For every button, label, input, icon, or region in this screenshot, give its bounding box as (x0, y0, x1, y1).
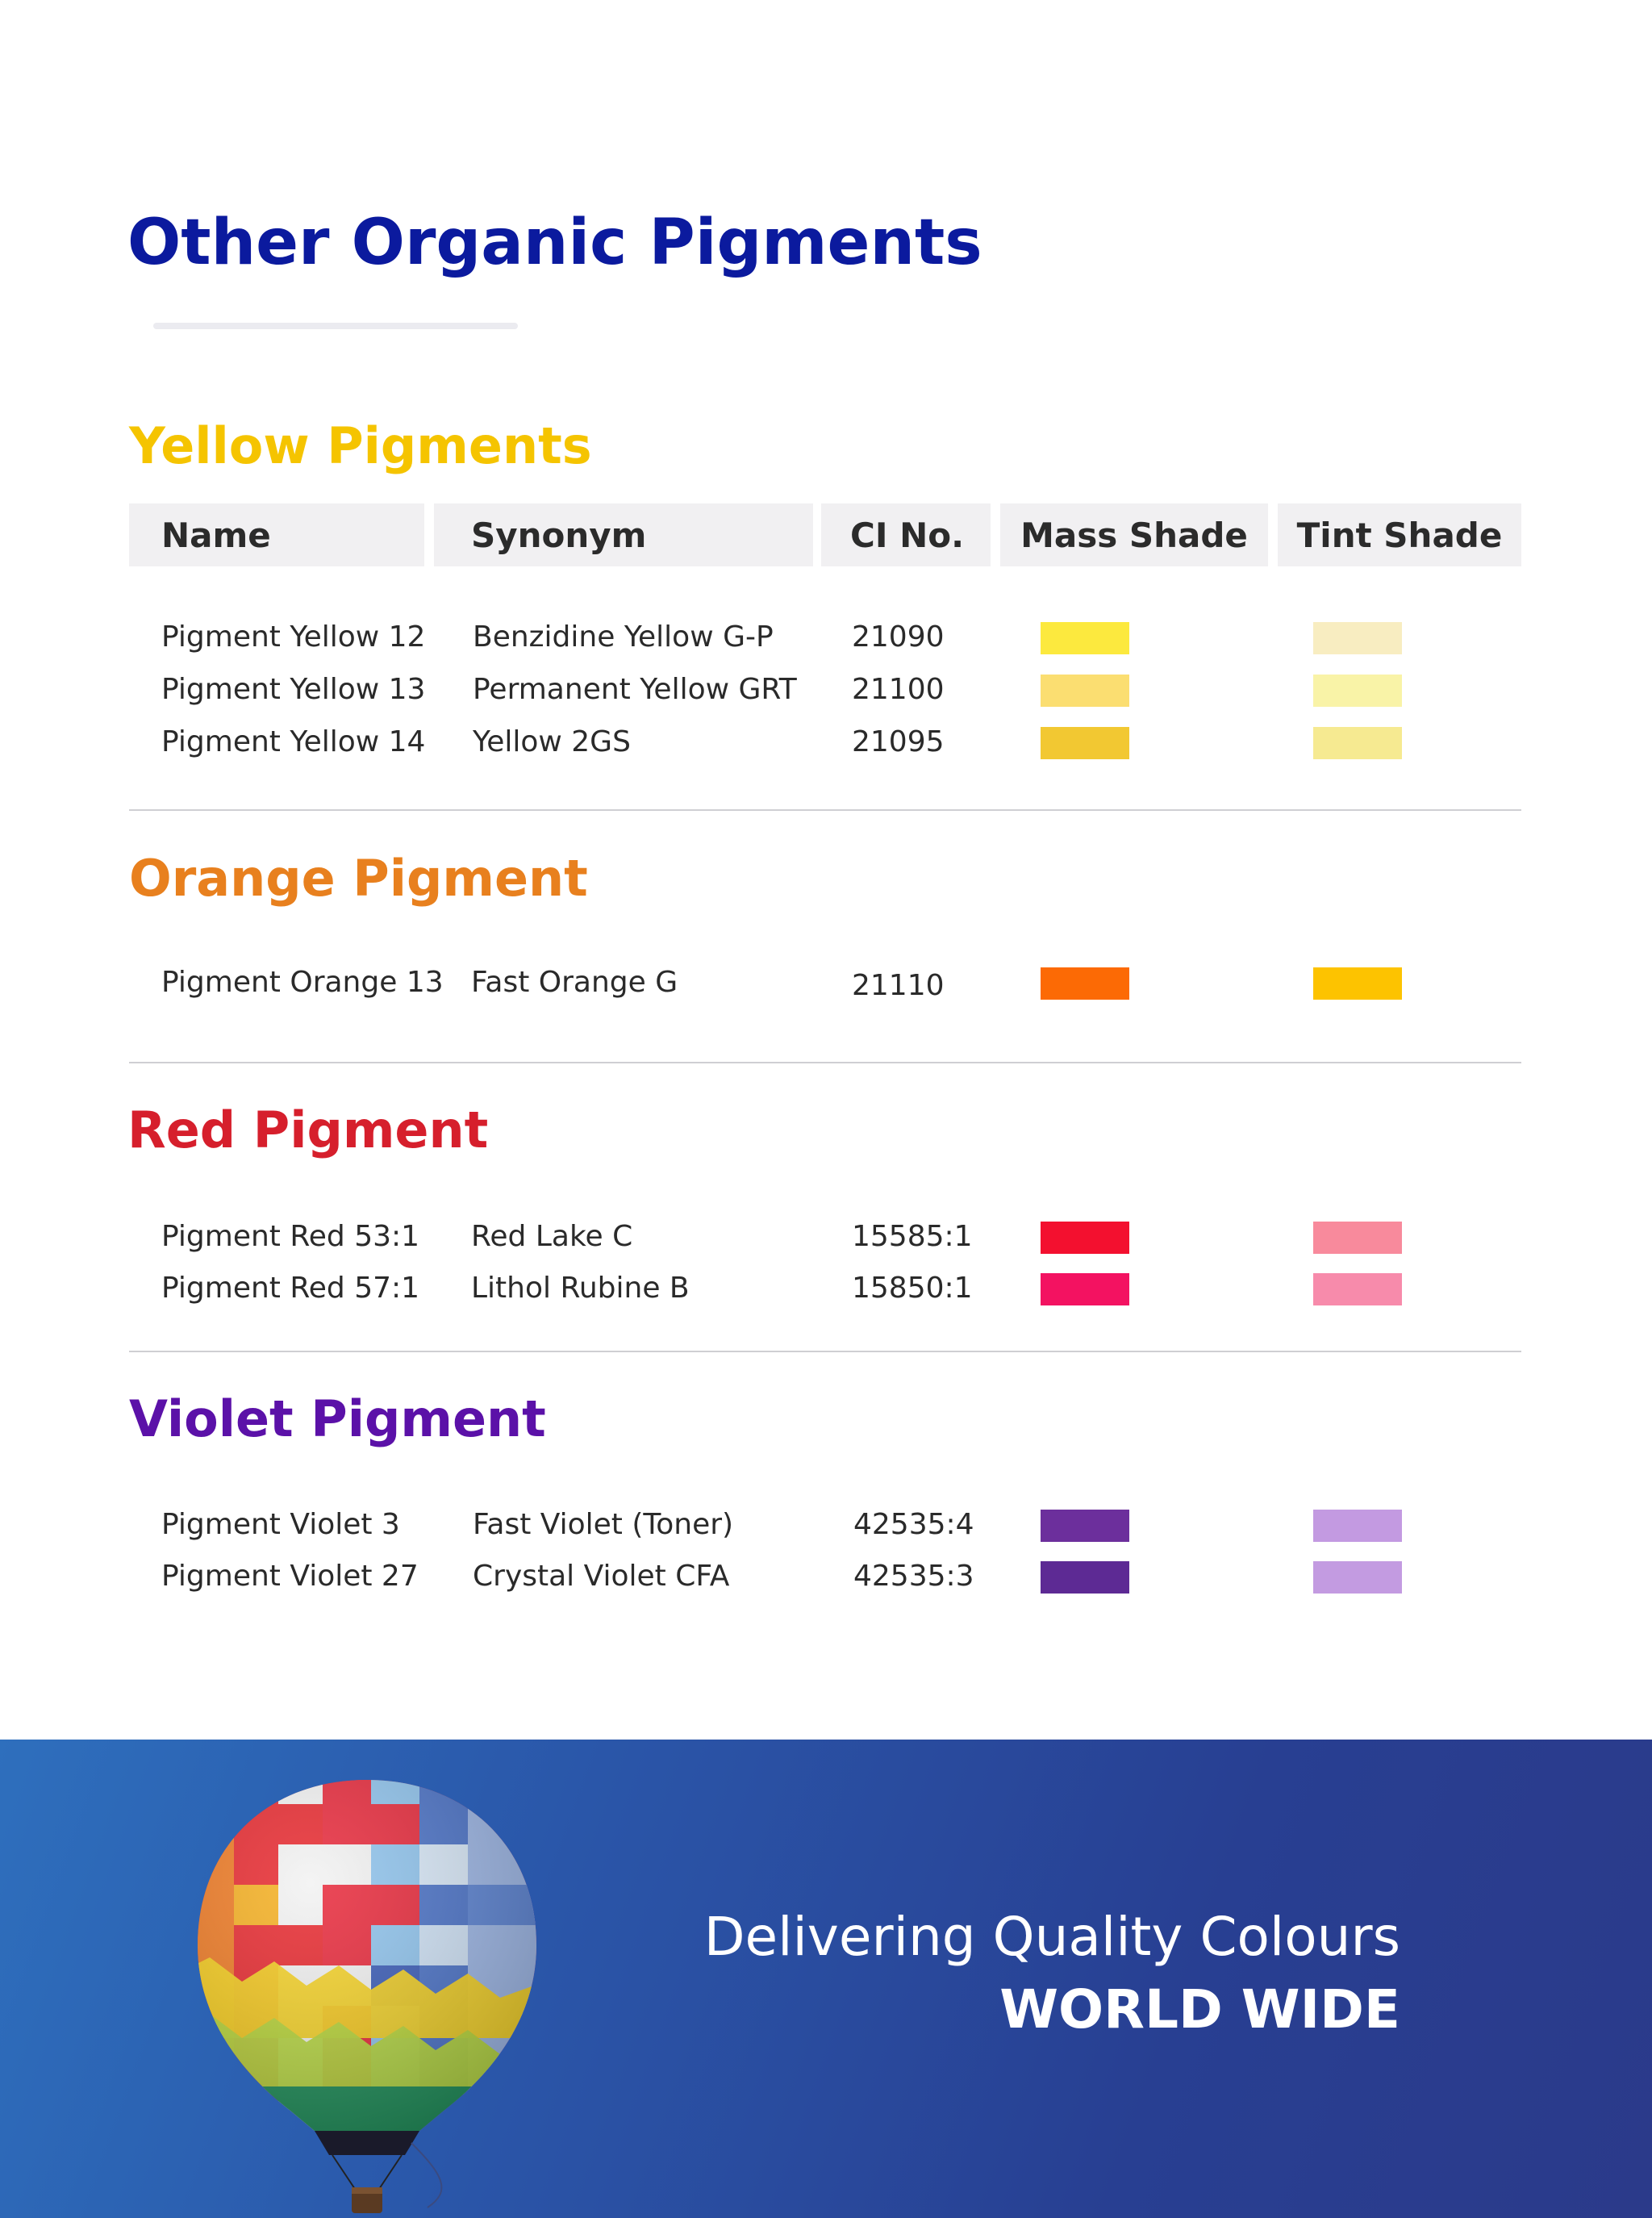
pigment-ci-no: 15850:1 (852, 1272, 973, 1305)
pigment-synonym: Lithol Rubine B (471, 1272, 690, 1305)
tagline-line-1: Delivering Quality Colours (703, 1906, 1400, 1968)
header-synonym: Synonym (434, 503, 813, 566)
pigment-name: Pigment Orange 13 (161, 966, 444, 999)
pigment-synonym: Crystal Violet CFA (473, 1560, 730, 1593)
mass-shade-swatch (1041, 1222, 1129, 1254)
table-header (0, 503, 1652, 566)
mass-shade-swatch (1041, 967, 1129, 1000)
pigment-name: Pigment Violet 3 (161, 1508, 400, 1541)
pigment-synonym: Yellow 2GS (473, 725, 631, 758)
mass-shade-swatch (1041, 622, 1129, 654)
mass-shade-swatch (1041, 1273, 1129, 1305)
pigment-name: Pigment Yellow 13 (161, 673, 426, 706)
tagline-line-2: WORLD WIDE (999, 1978, 1400, 2040)
table-row (0, 1552, 1652, 1601)
section-divider (129, 1062, 1521, 1063)
tint-shade-swatch (1313, 1561, 1402, 1594)
section-title-yellow: Yellow Pigments (129, 416, 592, 475)
pigment-ci-no: 15585:1 (852, 1220, 973, 1253)
header-ci-no: CI No. (821, 503, 991, 566)
mass-shade-swatch (1041, 727, 1129, 759)
pigment-name: Pigment Violet 27 (161, 1560, 419, 1593)
table-row (0, 1264, 1652, 1313)
pigment-ci-no: 21110 (852, 969, 945, 1002)
section-title-red: Red Pigment (127, 1101, 489, 1159)
pigment-ci-no: 21100 (852, 673, 945, 706)
title-underline (153, 323, 518, 329)
tint-shade-swatch (1313, 1273, 1402, 1305)
table-row (0, 613, 1652, 662)
pigment-synonym: Red Lake C (471, 1220, 633, 1253)
tint-shade-swatch (1313, 967, 1402, 1000)
header-tint-shade: Tint Shade (1278, 503, 1521, 566)
tint-shade-swatch (1313, 1510, 1402, 1542)
table-row (0, 718, 1652, 766)
footer-banner (0, 1740, 1652, 2218)
tint-shade-swatch (1313, 622, 1402, 654)
pigment-name: Pigment Yellow 14 (161, 725, 426, 758)
pigment-synonym: Permanent Yellow GRT (473, 673, 797, 706)
tint-shade-swatch (1313, 727, 1402, 759)
page-title: Other Organic Pigments (127, 207, 982, 279)
section-title-orange: Orange Pigment (129, 849, 588, 908)
pigment-name: Pigment Red 57:1 (161, 1272, 420, 1305)
table-row (0, 1501, 1652, 1549)
mass-shade-swatch (1041, 1561, 1129, 1594)
header-mass-shade: Mass Shade (1000, 503, 1268, 566)
section-divider (129, 1351, 1521, 1352)
section-title-violet: Violet Pigment (129, 1389, 546, 1448)
table-row (0, 1213, 1652, 1261)
tint-shade-swatch (1313, 1222, 1402, 1254)
table-row (0, 666, 1652, 714)
header-name: Name (129, 503, 424, 566)
tint-shade-swatch (1313, 675, 1402, 707)
pigment-synonym: Fast Orange G (471, 966, 678, 999)
mass-shade-swatch (1041, 675, 1129, 707)
pigment-name: Pigment Red 53:1 (161, 1220, 420, 1253)
section-divider (129, 809, 1521, 811)
pigment-ci-no: 21095 (852, 725, 945, 758)
pigment-ci-no: 42535:4 (853, 1508, 974, 1541)
pigment-synonym: Benzidine Yellow G-P (473, 620, 774, 654)
table-row (0, 959, 1652, 1007)
tagline (704, 1901, 1400, 2046)
pigment-ci-no: 42535:3 (853, 1560, 974, 1593)
pigment-name: Pigment Yellow 12 (161, 620, 426, 654)
pigment-ci-no: 21090 (852, 620, 945, 654)
mass-shade-swatch (1041, 1510, 1129, 1542)
pigment-synonym: Fast Violet (Toner) (473, 1508, 734, 1541)
hot-air-balloon-icon (177, 1772, 557, 2218)
